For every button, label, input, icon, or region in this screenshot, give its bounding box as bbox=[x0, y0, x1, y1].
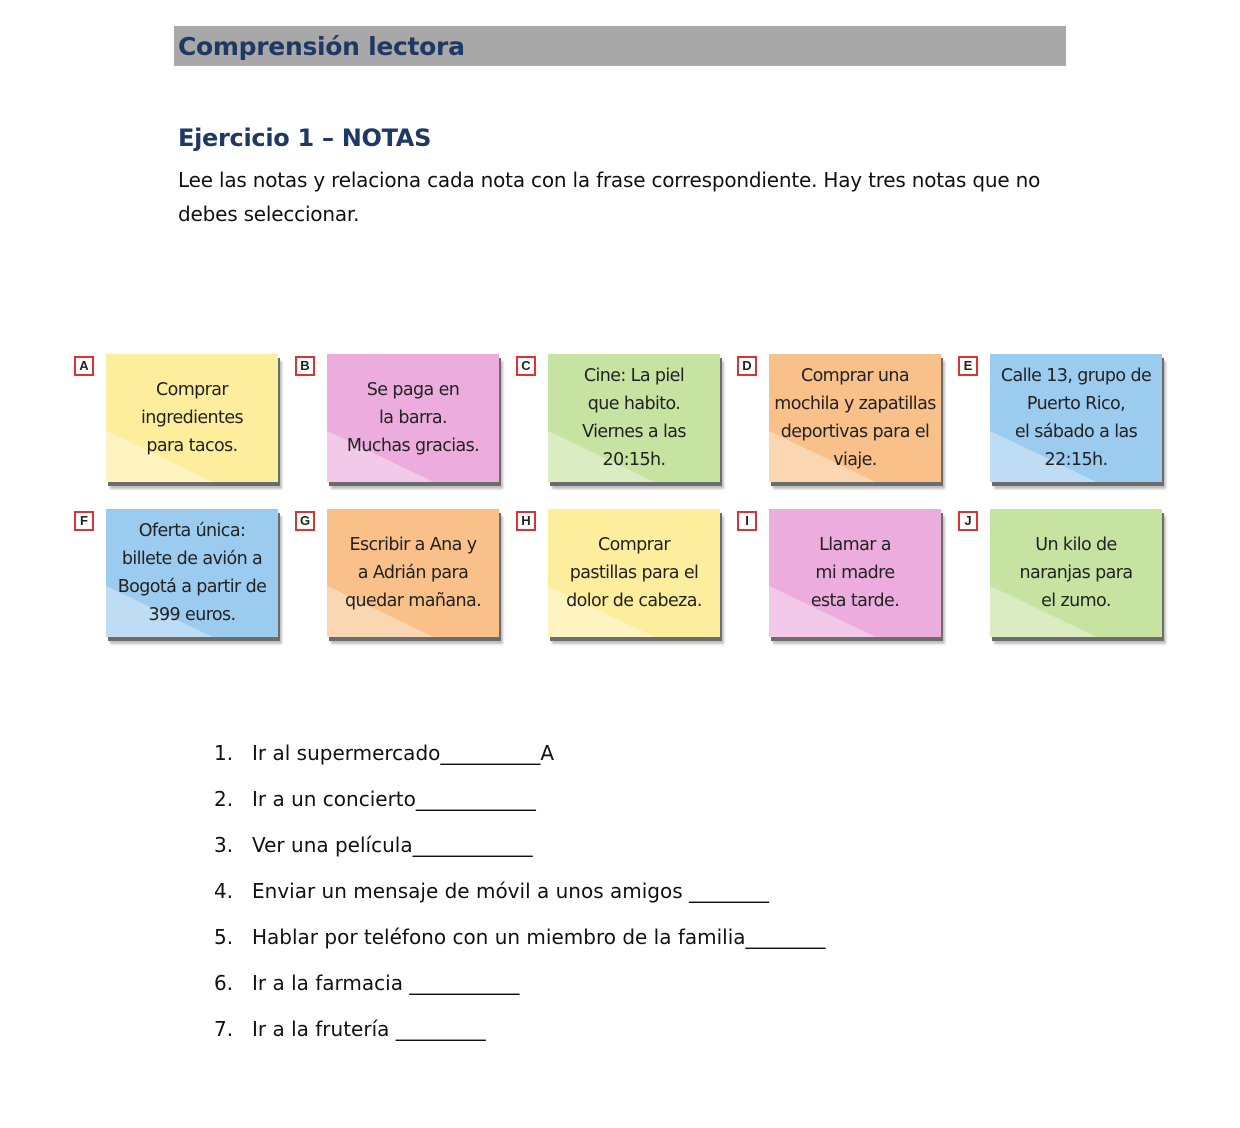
note-a bbox=[74, 346, 304, 496]
sticky-note bbox=[769, 509, 941, 637]
sticky-note bbox=[990, 354, 1162, 482]
note-h bbox=[516, 501, 746, 651]
note-f bbox=[74, 501, 304, 651]
list-item bbox=[214, 1011, 826, 1057]
note-letter: C bbox=[516, 356, 536, 376]
item-text: Ir a la frutería _________ bbox=[252, 1017, 486, 1041]
section-title: Comprensión lectora bbox=[178, 31, 465, 61]
item-text: Hablar por teléfono con un miembro de la familia________ bbox=[252, 925, 826, 949]
sticky-note bbox=[106, 354, 278, 482]
note-c bbox=[516, 346, 746, 496]
sticky-note bbox=[990, 509, 1162, 637]
note-d bbox=[737, 346, 967, 496]
note-b bbox=[295, 346, 525, 496]
item-text: Enviar un mensaje de móvil a unos amigos ________ bbox=[252, 879, 769, 903]
list-item bbox=[214, 827, 826, 873]
note-text: Un kilo de naranjas para el zumo. bbox=[1019, 535, 1133, 611]
section-header-bar bbox=[174, 26, 1066, 66]
sticky-note bbox=[327, 509, 499, 637]
note-letter: D bbox=[737, 356, 757, 376]
note-text: Comprar una mochila y zapatillas deportivas para el viaje. bbox=[774, 366, 936, 470]
exercise-title: Ejercicio 1 – NOTAS bbox=[178, 124, 432, 152]
sticky-note bbox=[548, 509, 720, 637]
note-letter: G bbox=[295, 511, 315, 531]
sticky-note bbox=[769, 354, 941, 482]
matching-list bbox=[214, 735, 826, 1057]
note-text: Comprar ingredientes para tacos. bbox=[140, 380, 243, 456]
note-text: Escribir a Ana y a Adrián para quedar mañana. bbox=[344, 535, 482, 611]
note-i bbox=[737, 501, 967, 651]
sticky-note bbox=[106, 509, 278, 637]
note-j bbox=[958, 501, 1188, 651]
note-letter: H bbox=[516, 511, 536, 531]
item-number: 4. bbox=[214, 879, 234, 903]
note-letter: E bbox=[958, 356, 978, 376]
item-text: Ir a un concierto____________ bbox=[252, 787, 536, 811]
item-number: 5. bbox=[214, 925, 234, 949]
list-item bbox=[214, 873, 826, 919]
item-text: Ir a la farmacia ___________ bbox=[252, 971, 520, 995]
sticky-note bbox=[548, 354, 720, 482]
item-number: 1. bbox=[214, 741, 234, 765]
item-number: 3. bbox=[214, 833, 234, 857]
note-text: Oferta única: billete de avión a Bogotá a partir de 399 euros. bbox=[117, 521, 267, 625]
list-item bbox=[214, 965, 826, 1011]
exercise-instructions: Lee las notas y relaciona cada nota con la frase correspondiente. Hay tres notas que no debes seleccionar. bbox=[178, 168, 1041, 226]
note-letter: F bbox=[74, 511, 94, 531]
note-text: Calle 13, grupo de Puerto Rico, el sábado a las 22:15h. bbox=[1000, 366, 1152, 470]
item-text: Ir al supermercado__________A bbox=[252, 741, 555, 765]
note-g bbox=[295, 501, 525, 651]
item-number: 2. bbox=[214, 787, 234, 811]
note-letter: B bbox=[295, 356, 315, 376]
item-number: 6. bbox=[214, 971, 234, 995]
note-letter: A bbox=[74, 356, 94, 376]
note-text: Se paga en la barra. Muchas gracias. bbox=[346, 380, 480, 456]
list-item bbox=[214, 735, 826, 781]
note-letter: I bbox=[737, 511, 757, 531]
note-text: Comprar pastillas para el dolor de cabeza. bbox=[566, 535, 702, 611]
notes-grid bbox=[74, 346, 1174, 666]
note-text: Llamar a mi madre esta tarde. bbox=[810, 535, 900, 611]
note-text: Cine: La piel que habito. Viernes a las 20:15h. bbox=[582, 366, 686, 470]
list-item bbox=[214, 781, 826, 827]
note-letter: J bbox=[958, 511, 978, 531]
sticky-note bbox=[327, 354, 499, 482]
item-text: Ver una película____________ bbox=[252, 833, 533, 857]
list-item bbox=[214, 919, 826, 965]
item-number: 7. bbox=[214, 1017, 234, 1041]
note-e bbox=[958, 346, 1188, 496]
